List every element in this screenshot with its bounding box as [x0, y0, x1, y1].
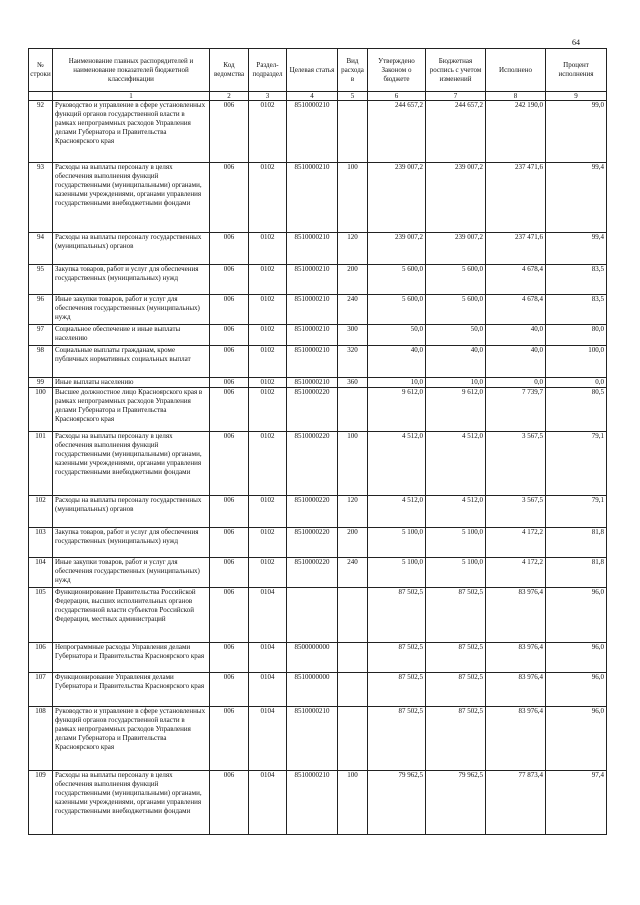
- header-approved: Утверждено Законом о бюджете: [368, 49, 426, 92]
- row-executed: 242 190,0: [486, 101, 546, 163]
- row-executed: 3 567,5: [486, 496, 546, 528]
- row-razdel: 0102: [249, 378, 287, 388]
- row-executed: 40,0: [486, 346, 546, 378]
- header-razdel: Раздел-подраздел: [249, 49, 287, 92]
- header-ved: Код ведомства: [210, 49, 249, 92]
- table-row: [29, 588, 607, 643]
- row-percent: 96,0: [546, 673, 607, 707]
- row-percent: 81,8: [546, 528, 607, 558]
- row-cel: 8510000210: [287, 265, 338, 295]
- row-razdel: 0102: [249, 558, 287, 588]
- row-ved: 006: [210, 101, 249, 163]
- row-ved: 006: [210, 295, 249, 325]
- row-ved: 006: [210, 432, 249, 496]
- row-approved: 10,0: [368, 378, 426, 388]
- budget-execution-table: [28, 48, 607, 835]
- row-percent: 79,1: [546, 496, 607, 528]
- header-executed: Исполнено: [486, 49, 546, 92]
- table-row: [29, 558, 607, 588]
- row-approved: 87 502,5: [368, 673, 426, 707]
- row-schedule: 79 962,5: [426, 771, 486, 835]
- row-number: 98: [29, 346, 53, 378]
- row-name: Социальное обеспечение и иные выплаты населению: [53, 325, 210, 346]
- colnum: 6: [368, 92, 426, 101]
- header-cel: Целевая статья: [287, 49, 338, 92]
- row-percent: 99,0: [546, 101, 607, 163]
- row-name: Расходы на выплаты персоналу в целях обеспечения выполнения функций государственными (муниципальными) органами, казенными учреждениями, органами управления государственными внебюджетными фондами: [53, 163, 210, 233]
- row-approved: 87 502,5: [368, 707, 426, 771]
- row-cel: 8510000210: [287, 707, 338, 771]
- row-ved: 006: [210, 265, 249, 295]
- row-ved: 006: [210, 378, 249, 388]
- row-schedule: 4 512,0: [426, 496, 486, 528]
- row-schedule: 5 600,0: [426, 265, 486, 295]
- row-vid: [338, 388, 368, 432]
- row-executed: 0,0: [486, 378, 546, 388]
- row-razdel: 0102: [249, 163, 287, 233]
- row-razdel: 0102: [249, 346, 287, 378]
- row-name: Расходы на выплаты персоналу государственных (муниципальных) органов: [53, 233, 210, 265]
- row-approved: 239 007,2: [368, 233, 426, 265]
- row-approved: 87 502,5: [368, 643, 426, 673]
- row-ved: 006: [210, 673, 249, 707]
- row-name: Функционирование Управления делами Губернатора и Правительства Красноярского края: [53, 673, 210, 707]
- row-name: Иные закупки товаров, работ и услуг для обеспечения государственных (муниципальных) нужд: [53, 558, 210, 588]
- row-razdel: 0102: [249, 388, 287, 432]
- table-row: [29, 325, 607, 346]
- row-schedule: 5 100,0: [426, 558, 486, 588]
- table-row: [29, 295, 607, 325]
- row-name: Расходы на выплаты персоналу государственных (муниципальных) органов: [53, 496, 210, 528]
- row-ved: 006: [210, 588, 249, 643]
- row-executed: 83 976,4: [486, 588, 546, 643]
- row-number: 93: [29, 163, 53, 233]
- row-schedule: 5 100,0: [426, 528, 486, 558]
- header-row: [29, 49, 607, 92]
- row-cel: 8510000210: [287, 295, 338, 325]
- row-executed: 4 678,4: [486, 295, 546, 325]
- row-vid: [338, 588, 368, 643]
- header-vid: Вид расхода в: [338, 49, 368, 92]
- row-percent: 96,0: [546, 707, 607, 771]
- row-percent: 0,0: [546, 378, 607, 388]
- row-cel: 8510000210: [287, 346, 338, 378]
- page-number: 64: [572, 38, 580, 47]
- row-name: Иные выплаты населению: [53, 378, 210, 388]
- row-schedule: 10,0: [426, 378, 486, 388]
- row-ved: 006: [210, 643, 249, 673]
- colnum-empty: [29, 92, 53, 101]
- row-razdel: 0104: [249, 643, 287, 673]
- colnum: 3: [249, 92, 287, 101]
- table-body: [29, 101, 607, 835]
- table-row: [29, 771, 607, 835]
- row-percent: 80,5: [546, 388, 607, 432]
- row-schedule: 244 657,2: [426, 101, 486, 163]
- colnum: 7: [426, 92, 486, 101]
- row-name: Руководство и управление в сфере установленных функций органов государственной власти в рамках непрограммных расходов Управления делами Губернатора и Правительства Красноярского края: [53, 707, 210, 771]
- colnum: 8: [486, 92, 546, 101]
- row-executed: 83 976,4: [486, 673, 546, 707]
- table-row: [29, 673, 607, 707]
- row-vid: 200: [338, 528, 368, 558]
- row-razdel: 0102: [249, 295, 287, 325]
- table-row: [29, 528, 607, 558]
- row-percent: 81,8: [546, 558, 607, 588]
- row-approved: 4 512,0: [368, 496, 426, 528]
- row-cel: 8510000000: [287, 673, 338, 707]
- row-razdel: 0102: [249, 528, 287, 558]
- header-percent: Процент исполнения: [546, 49, 607, 92]
- row-vid: 120: [338, 233, 368, 265]
- row-percent: 100,0: [546, 346, 607, 378]
- row-vid: 240: [338, 295, 368, 325]
- row-ved: 006: [210, 707, 249, 771]
- row-vid: 240: [338, 558, 368, 588]
- row-percent: 79,1: [546, 432, 607, 496]
- row-schedule: 50,0: [426, 325, 486, 346]
- row-vid: [338, 673, 368, 707]
- row-percent: 99,4: [546, 233, 607, 265]
- row-executed: 3 567,5: [486, 432, 546, 496]
- row-approved: 5 100,0: [368, 558, 426, 588]
- row-approved: 244 657,2: [368, 101, 426, 163]
- row-schedule: 239 007,2: [426, 163, 486, 233]
- row-ved: 006: [210, 163, 249, 233]
- row-razdel: 0104: [249, 707, 287, 771]
- table-row: [29, 163, 607, 233]
- row-cel: [287, 588, 338, 643]
- row-cel: 8510000210: [287, 378, 338, 388]
- row-vid: 100: [338, 771, 368, 835]
- row-cel: 8510000210: [287, 325, 338, 346]
- table-row: [29, 707, 607, 771]
- table-row: [29, 643, 607, 673]
- row-vid: 120: [338, 496, 368, 528]
- row-razdel: 0102: [249, 496, 287, 528]
- row-schedule: 87 502,5: [426, 643, 486, 673]
- row-cel: 8510000220: [287, 432, 338, 496]
- row-number: 101: [29, 432, 53, 496]
- row-ved: 006: [210, 771, 249, 835]
- header-schedule: Бюджетная роспись с учетом изменений: [426, 49, 486, 92]
- row-executed: 7 739,7: [486, 388, 546, 432]
- row-cel: 8510000210: [287, 101, 338, 163]
- colnum: 9: [546, 92, 607, 101]
- header-row-number: № строки: [29, 49, 53, 92]
- row-name: Закупка товаров, работ и услуг для обеспечения государственных (муниципальных) нужд: [53, 265, 210, 295]
- row-percent: 99,4: [546, 163, 607, 233]
- row-executed: 4 678,4: [486, 265, 546, 295]
- row-ved: 006: [210, 233, 249, 265]
- row-name: Расходы на выплаты персоналу в целях обеспечения выполнения функций государственными (муниципальными) органами, казенными учреждениями, органами управления государственными внебюджетными фондами: [53, 771, 210, 835]
- row-number: 92: [29, 101, 53, 163]
- row-schedule: 87 502,5: [426, 588, 486, 643]
- row-approved: 5 600,0: [368, 295, 426, 325]
- row-razdel: 0102: [249, 432, 287, 496]
- table-row: [29, 388, 607, 432]
- row-ved: 006: [210, 325, 249, 346]
- row-number: 109: [29, 771, 53, 835]
- row-number: 108: [29, 707, 53, 771]
- row-number: 96: [29, 295, 53, 325]
- row-razdel: 0104: [249, 588, 287, 643]
- table-row: [29, 432, 607, 496]
- colnum: 1: [53, 92, 210, 101]
- row-name: Иные закупки товаров, работ и услуг для обеспечения государственных (муниципальных) нужд: [53, 295, 210, 325]
- table-row: [29, 101, 607, 163]
- row-name: Непрограммные расходы Управления делами Губернатора и Правительства Красноярского края: [53, 643, 210, 673]
- row-vid: 100: [338, 432, 368, 496]
- row-name: Высшее должностное лицо Красноярского края в рамках непрограммных расходов Управления делами Губернатора и Правительства Красноярского края: [53, 388, 210, 432]
- row-executed: 83 976,4: [486, 643, 546, 673]
- row-executed: 4 172,2: [486, 528, 546, 558]
- row-schedule: 239 007,2: [426, 233, 486, 265]
- table-row: [29, 346, 607, 378]
- row-executed: 83 976,4: [486, 707, 546, 771]
- colnum: 5: [338, 92, 368, 101]
- row-percent: 80,0: [546, 325, 607, 346]
- row-cel: 8510000210: [287, 163, 338, 233]
- table-row: [29, 378, 607, 388]
- row-ved: 006: [210, 528, 249, 558]
- row-approved: 4 512,0: [368, 432, 426, 496]
- row-approved: 5 100,0: [368, 528, 426, 558]
- row-razdel: 0102: [249, 233, 287, 265]
- row-approved: 50,0: [368, 325, 426, 346]
- row-executed: 77 873,4: [486, 771, 546, 835]
- row-cel: 8510000220: [287, 388, 338, 432]
- row-executed: 237 471,6: [486, 233, 546, 265]
- row-percent: 97,4: [546, 771, 607, 835]
- row-name: Социальные выплаты гражданам, кроме публичных нормативных социальных выплат: [53, 346, 210, 378]
- row-cel: 8510000210: [287, 233, 338, 265]
- row-percent: 96,0: [546, 643, 607, 673]
- column-numbers-row: [29, 92, 607, 101]
- colnum: 2: [210, 92, 249, 101]
- colnum: 4: [287, 92, 338, 101]
- row-approved: 5 600,0: [368, 265, 426, 295]
- row-ved: 006: [210, 558, 249, 588]
- row-executed: 40,0: [486, 325, 546, 346]
- row-name: Закупка товаров, работ и услуг для обеспечения государственных (муниципальных) нужд: [53, 528, 210, 558]
- row-vid: 320: [338, 346, 368, 378]
- row-vid: 300: [338, 325, 368, 346]
- row-schedule: 4 512,0: [426, 432, 486, 496]
- row-executed: 237 471,6: [486, 163, 546, 233]
- row-vid: [338, 643, 368, 673]
- table-row: [29, 233, 607, 265]
- row-number: 95: [29, 265, 53, 295]
- row-razdel: 0102: [249, 101, 287, 163]
- row-schedule: 87 502,5: [426, 673, 486, 707]
- row-executed: 4 172,2: [486, 558, 546, 588]
- row-cel: 8510000220: [287, 528, 338, 558]
- row-number: 94: [29, 233, 53, 265]
- row-razdel: 0104: [249, 673, 287, 707]
- row-razdel: 0102: [249, 265, 287, 295]
- row-cel: 8510000210: [287, 771, 338, 835]
- row-approved: 9 612,0: [368, 388, 426, 432]
- row-vid: 360: [338, 378, 368, 388]
- row-schedule: 40,0: [426, 346, 486, 378]
- row-number: 100: [29, 388, 53, 432]
- row-number: 103: [29, 528, 53, 558]
- row-schedule: 5 600,0: [426, 295, 486, 325]
- row-percent: 96,0: [546, 588, 607, 643]
- row-number: 107: [29, 673, 53, 707]
- row-name: Расходы на выплаты персоналу в целях обеспечения выполнения функций государственными (муниципальными) органами, казенными учреждениями, органами управления государственными внебюджетными фондами: [53, 432, 210, 496]
- header-name: Наименование главных распорядителей и наименование показателей бюджетной классификации: [53, 49, 210, 92]
- row-cel: 8510000220: [287, 496, 338, 528]
- row-approved: 87 502,5: [368, 588, 426, 643]
- row-ved: 006: [210, 388, 249, 432]
- row-name: Функционирование Правительства Российской Федерации, высших исполнительных органов государственной власти субъектов Российской Федерации, местных администраций: [53, 588, 210, 643]
- row-vid: [338, 101, 368, 163]
- row-number: 102: [29, 496, 53, 528]
- row-percent: 83,5: [546, 265, 607, 295]
- row-ved: 006: [210, 496, 249, 528]
- row-percent: 83,5: [546, 295, 607, 325]
- row-schedule: 87 502,5: [426, 707, 486, 771]
- row-number: 105: [29, 588, 53, 643]
- row-cel: 8510000220: [287, 558, 338, 588]
- row-approved: 40,0: [368, 346, 426, 378]
- row-number: 99: [29, 378, 53, 388]
- row-number: 106: [29, 643, 53, 673]
- table-row: [29, 265, 607, 295]
- row-name: Руководство и управление в сфере установленных функций органов государственной власти в рамках непрограммных расходов Управления делами Губернатора и Правительства Красноярского края: [53, 101, 210, 163]
- row-number: 104: [29, 558, 53, 588]
- row-razdel: 0102: [249, 325, 287, 346]
- row-approved: 239 007,2: [368, 163, 426, 233]
- table-row: [29, 496, 607, 528]
- row-cel: 8500000000: [287, 643, 338, 673]
- row-vid: [338, 707, 368, 771]
- row-vid: 200: [338, 265, 368, 295]
- row-approved: 79 962,5: [368, 771, 426, 835]
- row-razdel: 0104: [249, 771, 287, 835]
- row-schedule: 9 612,0: [426, 388, 486, 432]
- row-ved: 006: [210, 346, 249, 378]
- row-vid: 100: [338, 163, 368, 233]
- row-number: 97: [29, 325, 53, 346]
